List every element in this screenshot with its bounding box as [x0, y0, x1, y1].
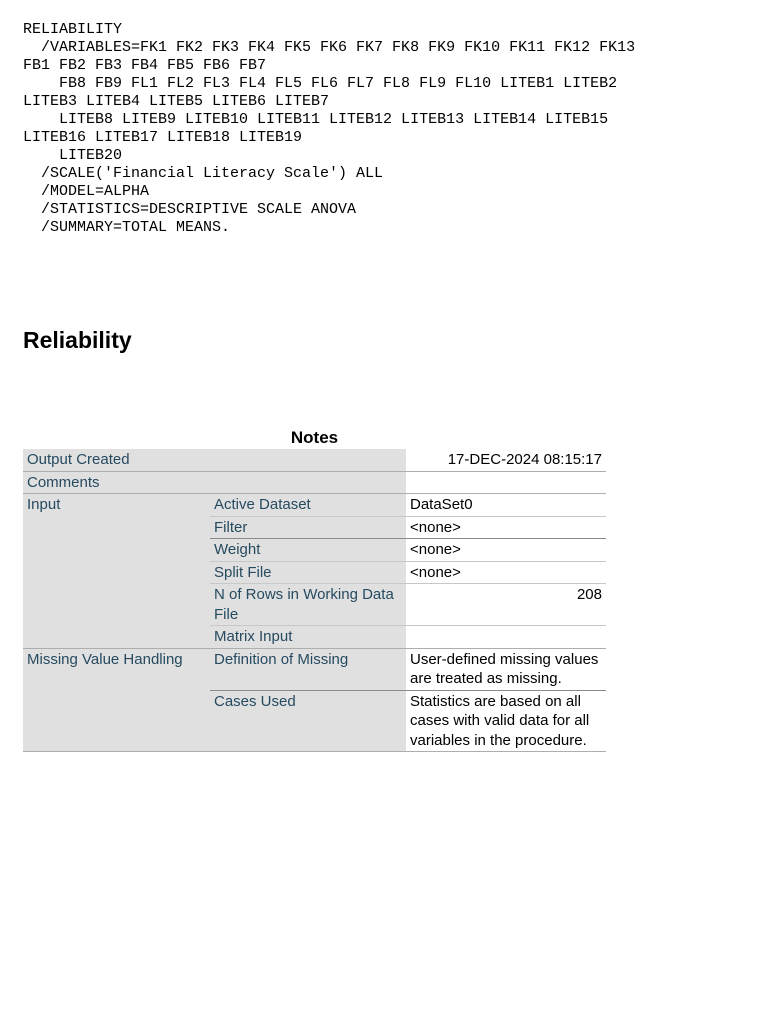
syntax-line: /VARIABLES=FK1 FK2 FK3 FK4 FK5 FK6 FK7 FK8 FK9 FK10 FK11 FK12 FK13	[23, 39, 636, 56]
syntax-line: FB1 FB2 FB3 FB4 FB5 FB6 FB7	[23, 57, 267, 74]
section-title: Reliability	[23, 327, 132, 353]
n-rows-label: N of Rows in Working Data File	[210, 584, 406, 626]
notes-title: Notes	[290, 428, 339, 447]
definition-of-missing-value: User-defined missing values are treated as missing.	[406, 648, 606, 690]
syntax-line: RELIABILITY	[23, 21, 123, 38]
syntax-block	[23, 21, 635, 237]
syntax-line: /SUMMARY=TOTAL MEANS.	[23, 219, 231, 236]
active-dataset-value: DataSet0	[406, 494, 606, 517]
weight-label: Weight	[210, 539, 406, 562]
cases-used-value: Statistics are based on all cases with valid data for all variables in the procedure.	[406, 690, 606, 752]
syntax-line: FB8 FB9 FL1 FL2 FL3 FL4 FL5 FL6 FL7 FL8 FL9 FL10 LITEB1 LITEB2	[23, 75, 618, 92]
cases-used-label: Cases Used	[210, 690, 406, 752]
table-row	[23, 471, 606, 494]
n-rows-value: 208	[406, 584, 606, 626]
split-file-value: <none>	[406, 561, 606, 584]
syntax-line: /MODEL=ALPHA	[23, 183, 150, 200]
syntax-line: LITEB16 LITEB17 LITEB18 LITEB19	[23, 129, 303, 146]
syntax-line: /SCALE('Financial Literacy Scale') ALL	[23, 165, 384, 182]
table-row	[23, 648, 606, 690]
definition-of-missing-label: Definition of Missing	[210, 648, 406, 690]
comments-value	[406, 471, 606, 494]
matrix-input-label: Matrix Input	[210, 626, 406, 649]
table-row	[23, 494, 606, 517]
missing-value-handling-label: Missing Value Handling	[23, 648, 210, 752]
syntax-line: /STATISTICS=DESCRIPTIVE SCALE ANOVA	[23, 201, 357, 218]
notes-table	[23, 449, 606, 752]
output-created-value: 17-DEC-2024 08:15:17	[406, 449, 606, 471]
filter-label: Filter	[210, 516, 406, 539]
notes-table-container	[23, 427, 606, 752]
syntax-line: LITEB8 LITEB9 LITEB10 LITEB11 LITEB12 LITEB13 LITEB14 LITEB15	[23, 111, 609, 128]
table-row	[23, 449, 606, 471]
active-dataset-label: Active Dataset	[210, 494, 406, 517]
split-file-label: Split File	[210, 561, 406, 584]
weight-value: <none>	[406, 539, 606, 562]
filter-value: <none>	[406, 516, 606, 539]
syntax-line: LITEB20	[23, 147, 123, 164]
input-label: Input	[23, 494, 210, 649]
comments-label: Comments	[23, 471, 406, 494]
syntax-line: LITEB3 LITEB4 LITEB5 LITEB6 LITEB7	[23, 93, 330, 110]
matrix-input-value	[406, 626, 606, 649]
output-created-label: Output Created	[23, 449, 406, 471]
